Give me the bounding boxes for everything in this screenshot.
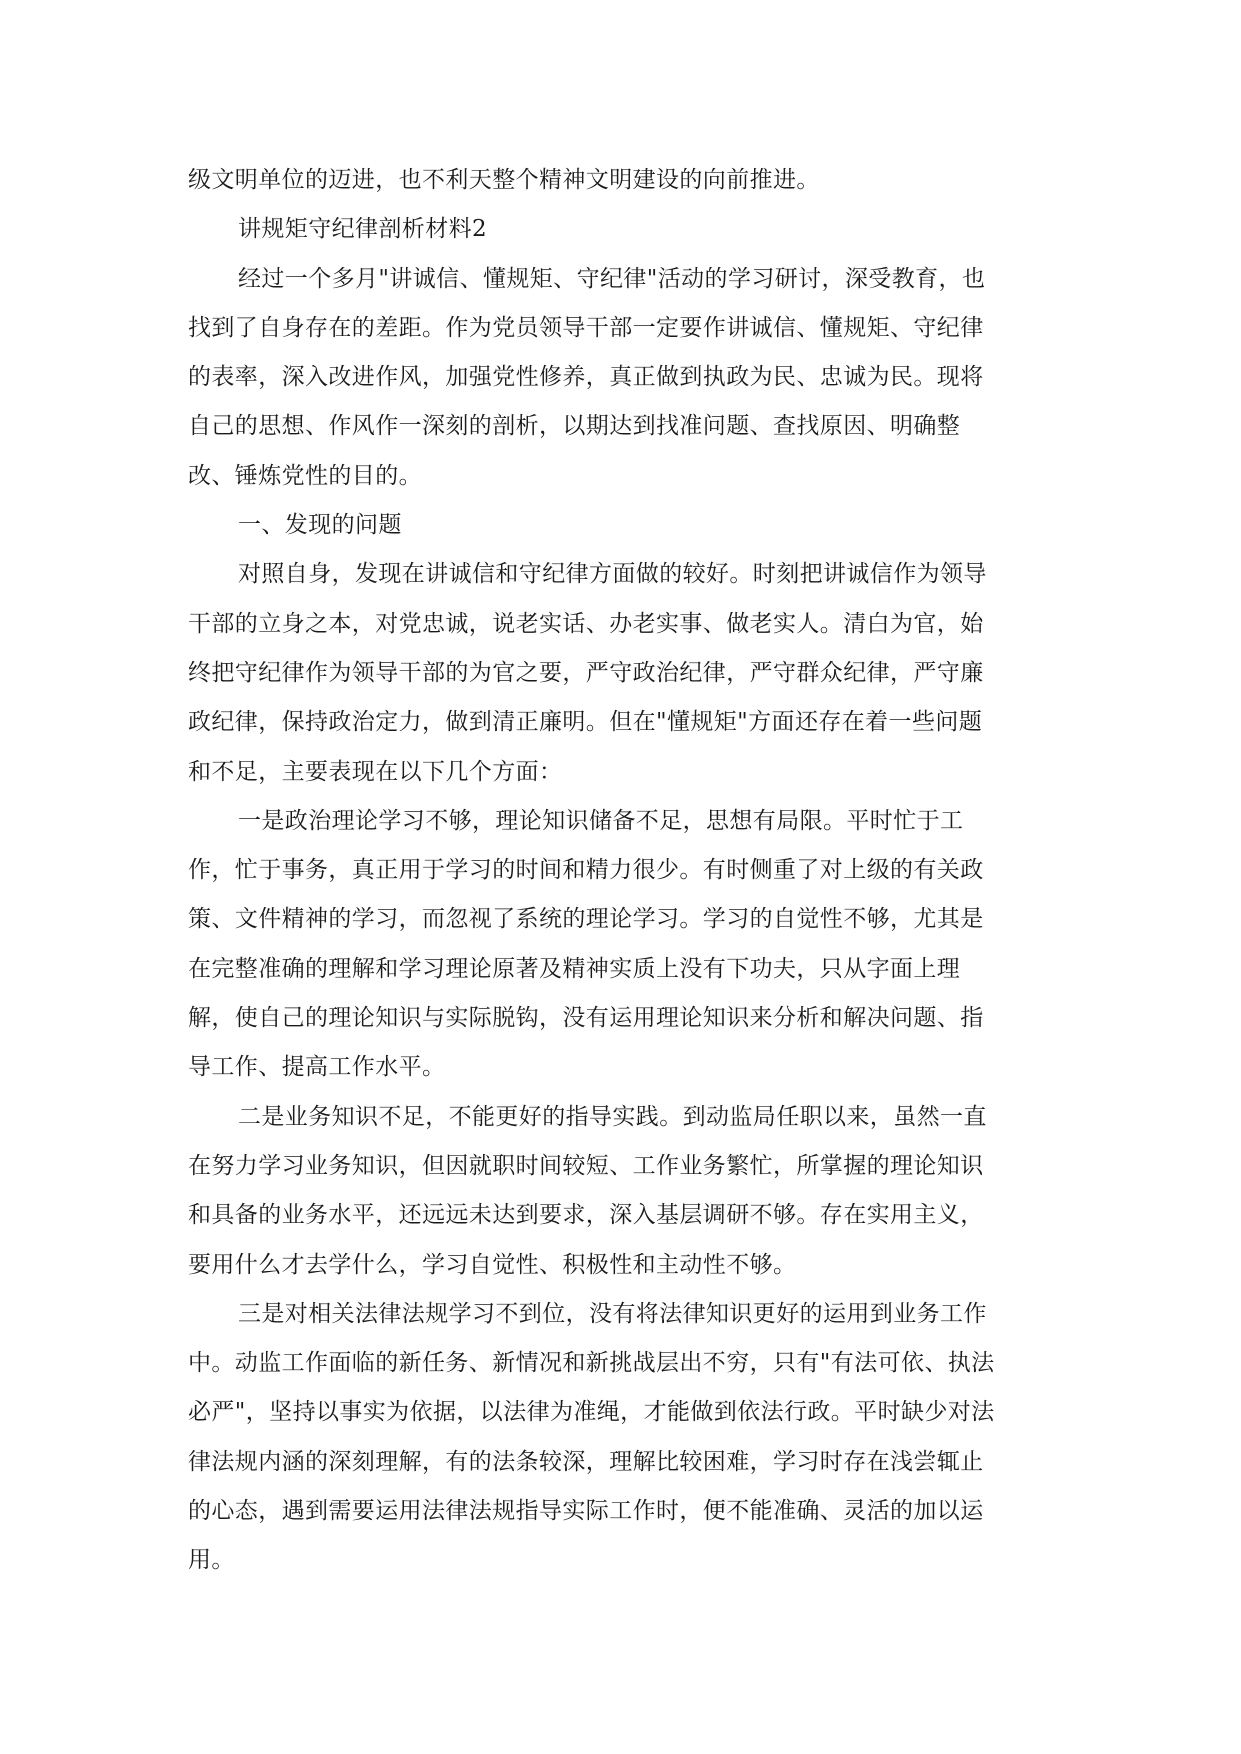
text-line: 干部的立身之本，对党忠诚，说老实话、办老实事、做老实人。清白为官，始 <box>188 610 984 637</box>
text-line: 策、文件精神的学习，而忽视了系统的理论学习。学习的自觉性不够，尤其是 <box>188 906 984 933</box>
text-line: 一是政治理论学习不够，理论知识储备不足，思想有局限。平时忙于工 <box>238 807 964 834</box>
text-line: 和不足，主要表现在以下几个方面： <box>188 758 563 785</box>
text-line: 中。动监工作面临的新任务、新情况和新挑战层出不穷，只有"有法可依、执法 <box>188 1350 995 1377</box>
text-line: 在完整准确的理解和学习理论原著及精神实质上没有下功夫，只从字面上理 <box>188 955 961 982</box>
text-line: 解，使自己的理论知识与实际脱钩，没有运用理论知识来分析和解决问题、指 <box>188 1005 984 1032</box>
text-line: 三是对相关法律法规学习不到位，没有将法律知识更好的运用到业务工作 <box>238 1300 987 1327</box>
text-line: 必严"，坚持以事实为依据，以法律为准绳，才能做到依法行政。平时缺少对法 <box>188 1399 995 1426</box>
text-line: 自己的思想、作风作一深刻的剖析，以期达到找准问题、查找原因、明确整 <box>188 413 961 440</box>
text-line: 用。 <box>188 1547 235 1574</box>
text-line: 政纪律，保持政治定力，做到清正廉明。但在"懂规矩"方面还存在着一些问题 <box>188 709 983 736</box>
section-heading: 一、发现的问题 <box>238 512 402 539</box>
document-body <box>188 156 1043 1586</box>
text-line: 经过一个多月"讲诚信、懂规矩、守纪律"活动的学习研讨，深受教育，也 <box>238 265 986 292</box>
text-line: 二是业务知识不足，不能更好的指导实践。到动监局任职以来，虽然一直 <box>238 1103 987 1130</box>
text-line: 作，忙于事务，真正用于学习的时间和精力很少。有时侧重了对上级的有关政 <box>188 857 984 884</box>
section-title: 讲规矩守纪律剖析材料2 <box>238 216 488 243</box>
text-line: 改、锤炼党性的目的。 <box>188 462 422 489</box>
text-line: 和具备的业务水平，还远远未达到要求，深入基层调研不够。存在实用主义， <box>188 1202 984 1229</box>
text-line: 律法规内涵的深刻理解，有的法条较深，理解比较困难，学习时存在浅尝辄止 <box>188 1448 984 1475</box>
text-line: 级文明单位的迈进，也不利天整个精神文明建设的向前推进。 <box>188 167 820 193</box>
text-line: 在努力学习业务知识，但因就职时间较短、工作业务繁忙，所掌握的理论知识 <box>188 1152 984 1179</box>
text-line: 导工作、提高工作水平。 <box>188 1054 446 1081</box>
text-line: 找到了自身存在的差距。作为党员领导干部一定要作讲诚信、懂规矩、守纪律 <box>188 314 984 341</box>
text-line: 要用什么才去学什么，学习自觉性、积极性和主动性不够。 <box>188 1251 797 1278</box>
text-line: 的表率，深入改进作风，加强党性修养，真正做到执政为民、忠诚为民。现将 <box>188 364 984 391</box>
text-line: 终把守纪律作为领导干部的为官之要，严守政治纪律，严守群众纪律，严守廉 <box>188 659 984 686</box>
text-line: 的心态，遇到需要运用法律法规指导实际工作时，便不能准确、灵活的加以运 <box>188 1498 984 1525</box>
text-line: 对照自身，发现在讲诚信和守纪律方面做的较好。时刻把讲诚信作为领导 <box>238 561 987 588</box>
